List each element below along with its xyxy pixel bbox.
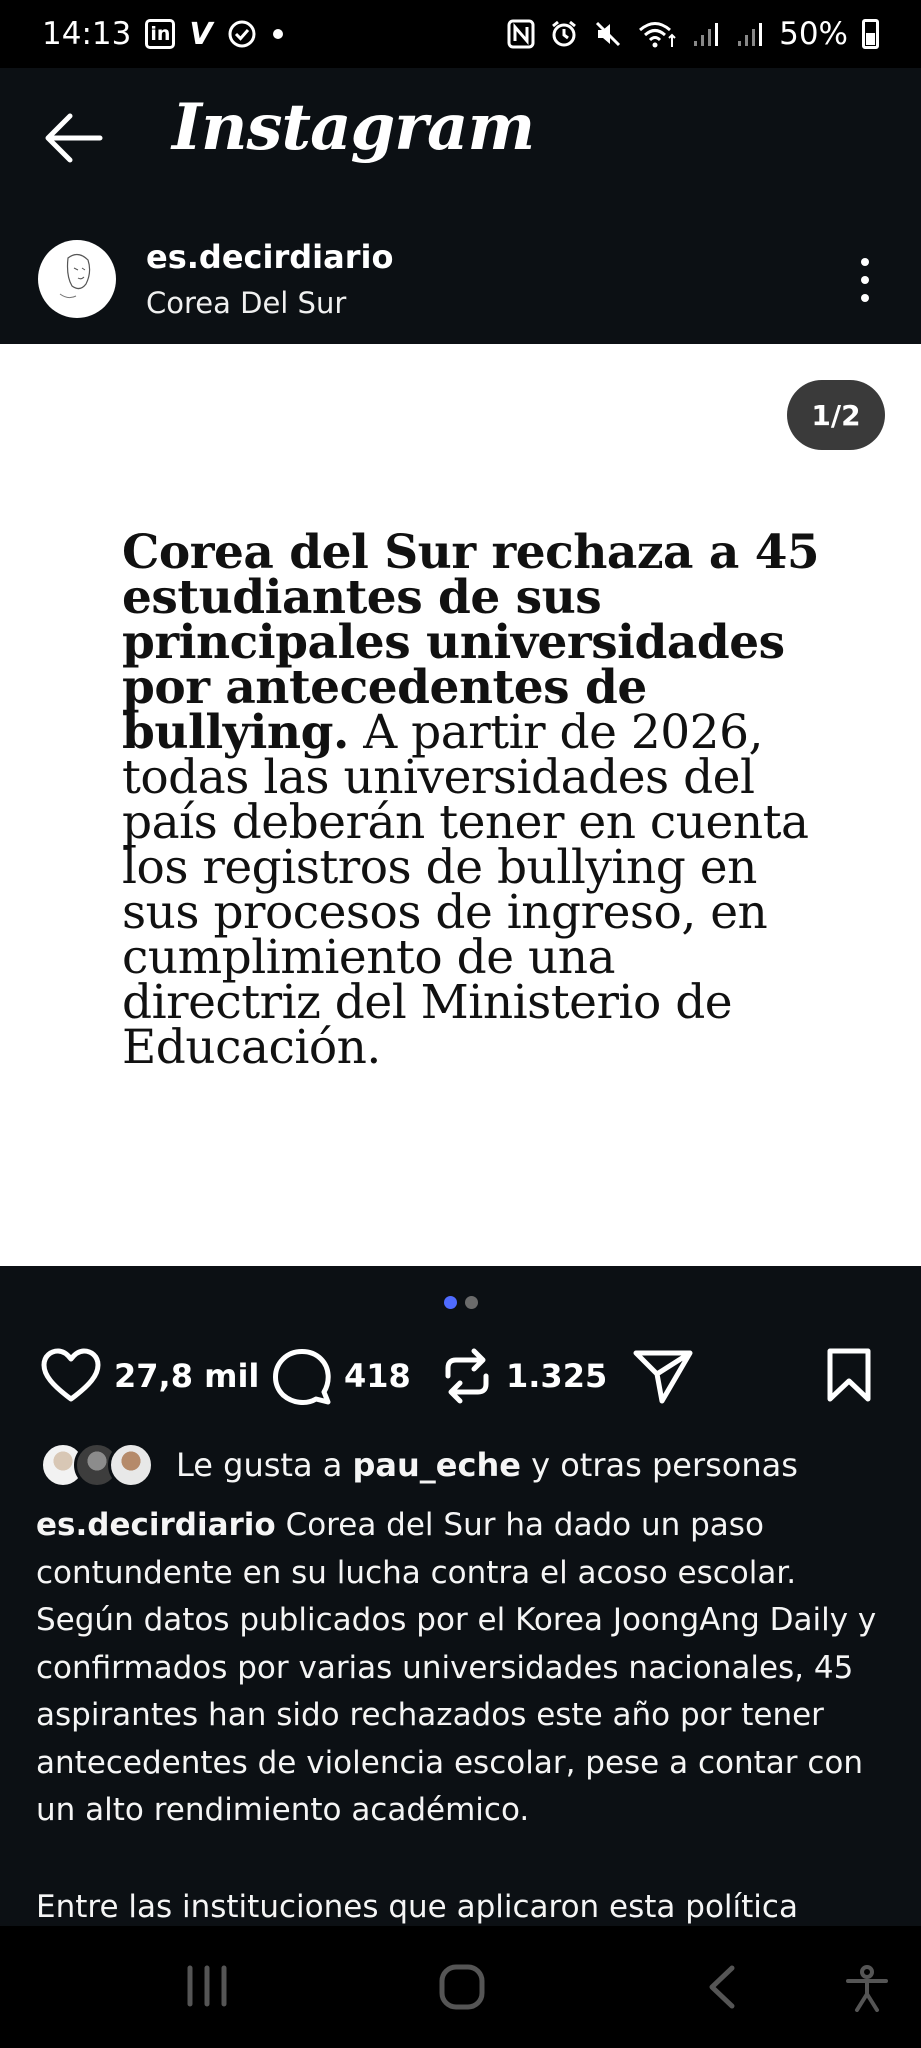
nfc-icon — [507, 19, 535, 49]
save-button[interactable] — [824, 1340, 874, 1412]
caption-continuation: Entre las instituciones que aplicaron esta política — [36, 1889, 798, 1925]
carousel-dot — [465, 1296, 478, 1309]
recent-apps-icon[interactable] — [184, 1964, 230, 2008]
back-nav-icon[interactable] — [702, 1964, 742, 2010]
back-arrow-icon[interactable] — [40, 108, 106, 168]
dot-icon — [271, 27, 285, 41]
more-options-icon[interactable] — [850, 258, 880, 302]
avatar — [108, 1442, 154, 1488]
post-slide-text — [122, 525, 822, 1075]
instagram-logo: Instagram — [172, 90, 535, 165]
check-circle-icon — [227, 19, 257, 49]
caption-text: Corea del Sur ha dado un paso contundente en su lucha contra el acoso escolar. Según datos publicados por el Korea JoongAng Daily y confirmados por varias universidades nacionales, 45 aspirantes han sido rechazados este año por tener antecedentes de violencia escolar, pese a contar con un alto rendimiento académico. — [36, 1507, 877, 1828]
post-username[interactable]: es.decirdiario — [146, 238, 394, 276]
caption — [36, 1502, 896, 1835]
repost-button[interactable] — [440, 1340, 607, 1412]
linkedin-icon: in — [145, 19, 175, 49]
status-left — [42, 16, 285, 52]
status-right — [507, 16, 879, 52]
like-button[interactable] — [40, 1340, 259, 1412]
comment-icon — [272, 1346, 332, 1406]
likes-prefix: Le gusta a — [176, 1446, 353, 1484]
likes-user[interactable]: pau_eche — [352, 1446, 521, 1484]
heart-icon — [40, 1347, 102, 1405]
wifi-icon — [637, 19, 677, 49]
share-button[interactable] — [632, 1340, 694, 1412]
signal-icon — [691, 19, 721, 49]
like-count: 27,8 mil — [114, 1357, 260, 1395]
slide-counter-badge: 1/2 — [787, 380, 885, 450]
send-icon — [632, 1347, 694, 1405]
battery-icon — [862, 19, 879, 49]
avatar-sketch-icon — [38, 240, 116, 318]
carousel-dots — [0, 1296, 921, 1309]
post-headline-rest: A partir de 2026, todas las universidades del país deberán tener en cuenta los registros de bullying en sus procesos de ingreso, en cumplimiento de una directriz del Ministerio de Educación. — [122, 705, 809, 1075]
battery-level: 50% — [779, 16, 848, 52]
status-bar — [0, 0, 921, 68]
alarm-icon — [549, 19, 579, 49]
post-image[interactable] — [0, 344, 921, 1266]
bookmark-icon — [824, 1347, 874, 1405]
mute-icon — [593, 19, 623, 49]
comment-button[interactable] — [272, 1340, 411, 1412]
comment-count: 418 — [344, 1357, 411, 1395]
accessibility-icon[interactable] — [844, 1964, 890, 2012]
repost-count: 1.325 — [506, 1357, 608, 1395]
action-bar — [0, 1340, 921, 1412]
liker-avatars — [40, 1442, 154, 1488]
home-icon[interactable] — [438, 1964, 486, 2010]
signal-icon — [735, 19, 765, 49]
avatar[interactable] — [38, 240, 116, 318]
system-nav-bar — [0, 1926, 921, 2048]
carousel-dot-active — [444, 1296, 457, 1309]
app-header — [0, 68, 921, 216]
likes-suffix: y otras personas — [520, 1446, 798, 1484]
post-header — [0, 216, 921, 344]
caption-username[interactable]: es.decirdiario — [36, 1507, 276, 1543]
likes-text — [176, 1446, 798, 1484]
v-app-icon: V — [189, 16, 213, 52]
status-time: 14:13 — [42, 16, 132, 52]
post-location[interactable]: Corea Del Sur — [146, 286, 347, 320]
likes-row[interactable] — [40, 1440, 798, 1490]
post-headline-bold: Corea del Sur rechaza a 45 estudiantes de sus principales universidades por antecedentes de bullying. — [122, 525, 820, 760]
repost-icon — [440, 1346, 494, 1406]
